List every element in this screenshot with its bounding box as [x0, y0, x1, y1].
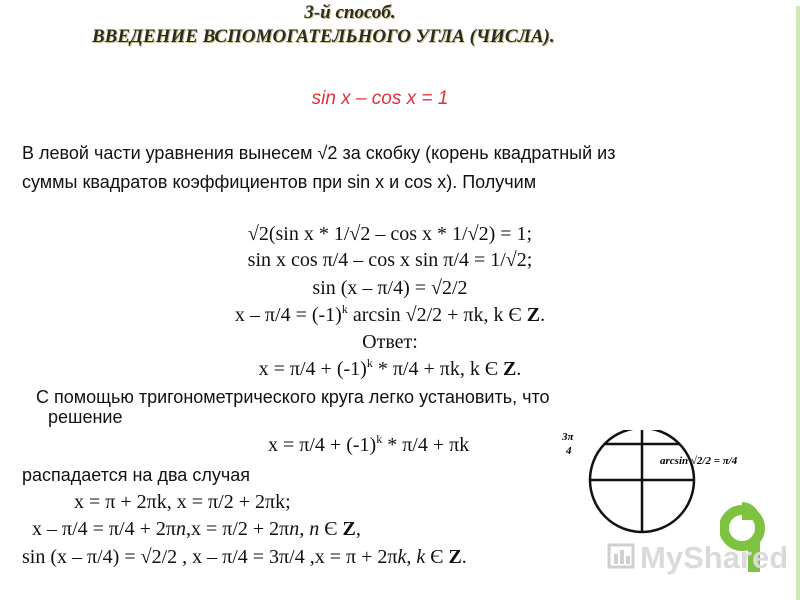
step-2: sin x cos π/4 – cos x sin π/4 = 1/√2; [247, 249, 533, 271]
logo-icon [606, 542, 636, 572]
general-solution: $x = \pi/4 + (-1)^k * \pi/4 + \pi k$ [268, 432, 470, 456]
case-3: sin (x – π/4) = √2/2 , x – π/4 = 3π/4 ,x = π + 2πk, k Є Z. [22, 546, 467, 568]
split-text: распадается на два случая [22, 465, 250, 485]
label-4: 4 [566, 445, 572, 457]
case-2: x – π/4 = π/4 + 2πn,x = π/2 + 2πn, n Є Z, [32, 518, 361, 540]
right-border [796, 6, 800, 600]
answer-formula: $x = \pi/4 + (-1)^k * \pi/4 + \pi k$, k Є Z. [258, 356, 522, 380]
answer-label: Ответ: [362, 331, 418, 353]
step-4: $x - \pi/4 = (-1)^k$ arcsin √2/2 + πk, k Є Z. [234, 302, 546, 326]
step-3: sin (x – π/4) = √2/2 [312, 277, 468, 299]
method-title: 3-й способ. [304, 2, 396, 23]
intro-line-1: В левой части уравнения вынесем √2 за скобку (корень квадратный из [22, 143, 616, 163]
logo-text: MyShared [640, 540, 789, 575]
circle-text-line-2: решение [48, 407, 123, 427]
main-equation: sin x – cos x = 1 [311, 88, 449, 109]
label-arcsin: arcsin √2/2 = π/4 [660, 455, 738, 467]
label-3pi: 3π [562, 431, 574, 443]
circle-text-line-1: С помощью тригонометрического круга легко установить, что [36, 387, 550, 407]
step-1: √2(sin x * 1/√2 – cos x * 1/√2) = 1; [247, 223, 533, 245]
slide-subtitle: ВВЕДЕНИЕ ВСПОМОГАТЕЛЬНОГО УГЛА (ЧИСЛА). [92, 26, 555, 47]
intro-line-2: суммы квадратов коэффициентов при sin x и cos x). Получим [22, 172, 537, 192]
case-1: x = π + 2πk, x = π/2 + 2πk; [74, 491, 291, 513]
